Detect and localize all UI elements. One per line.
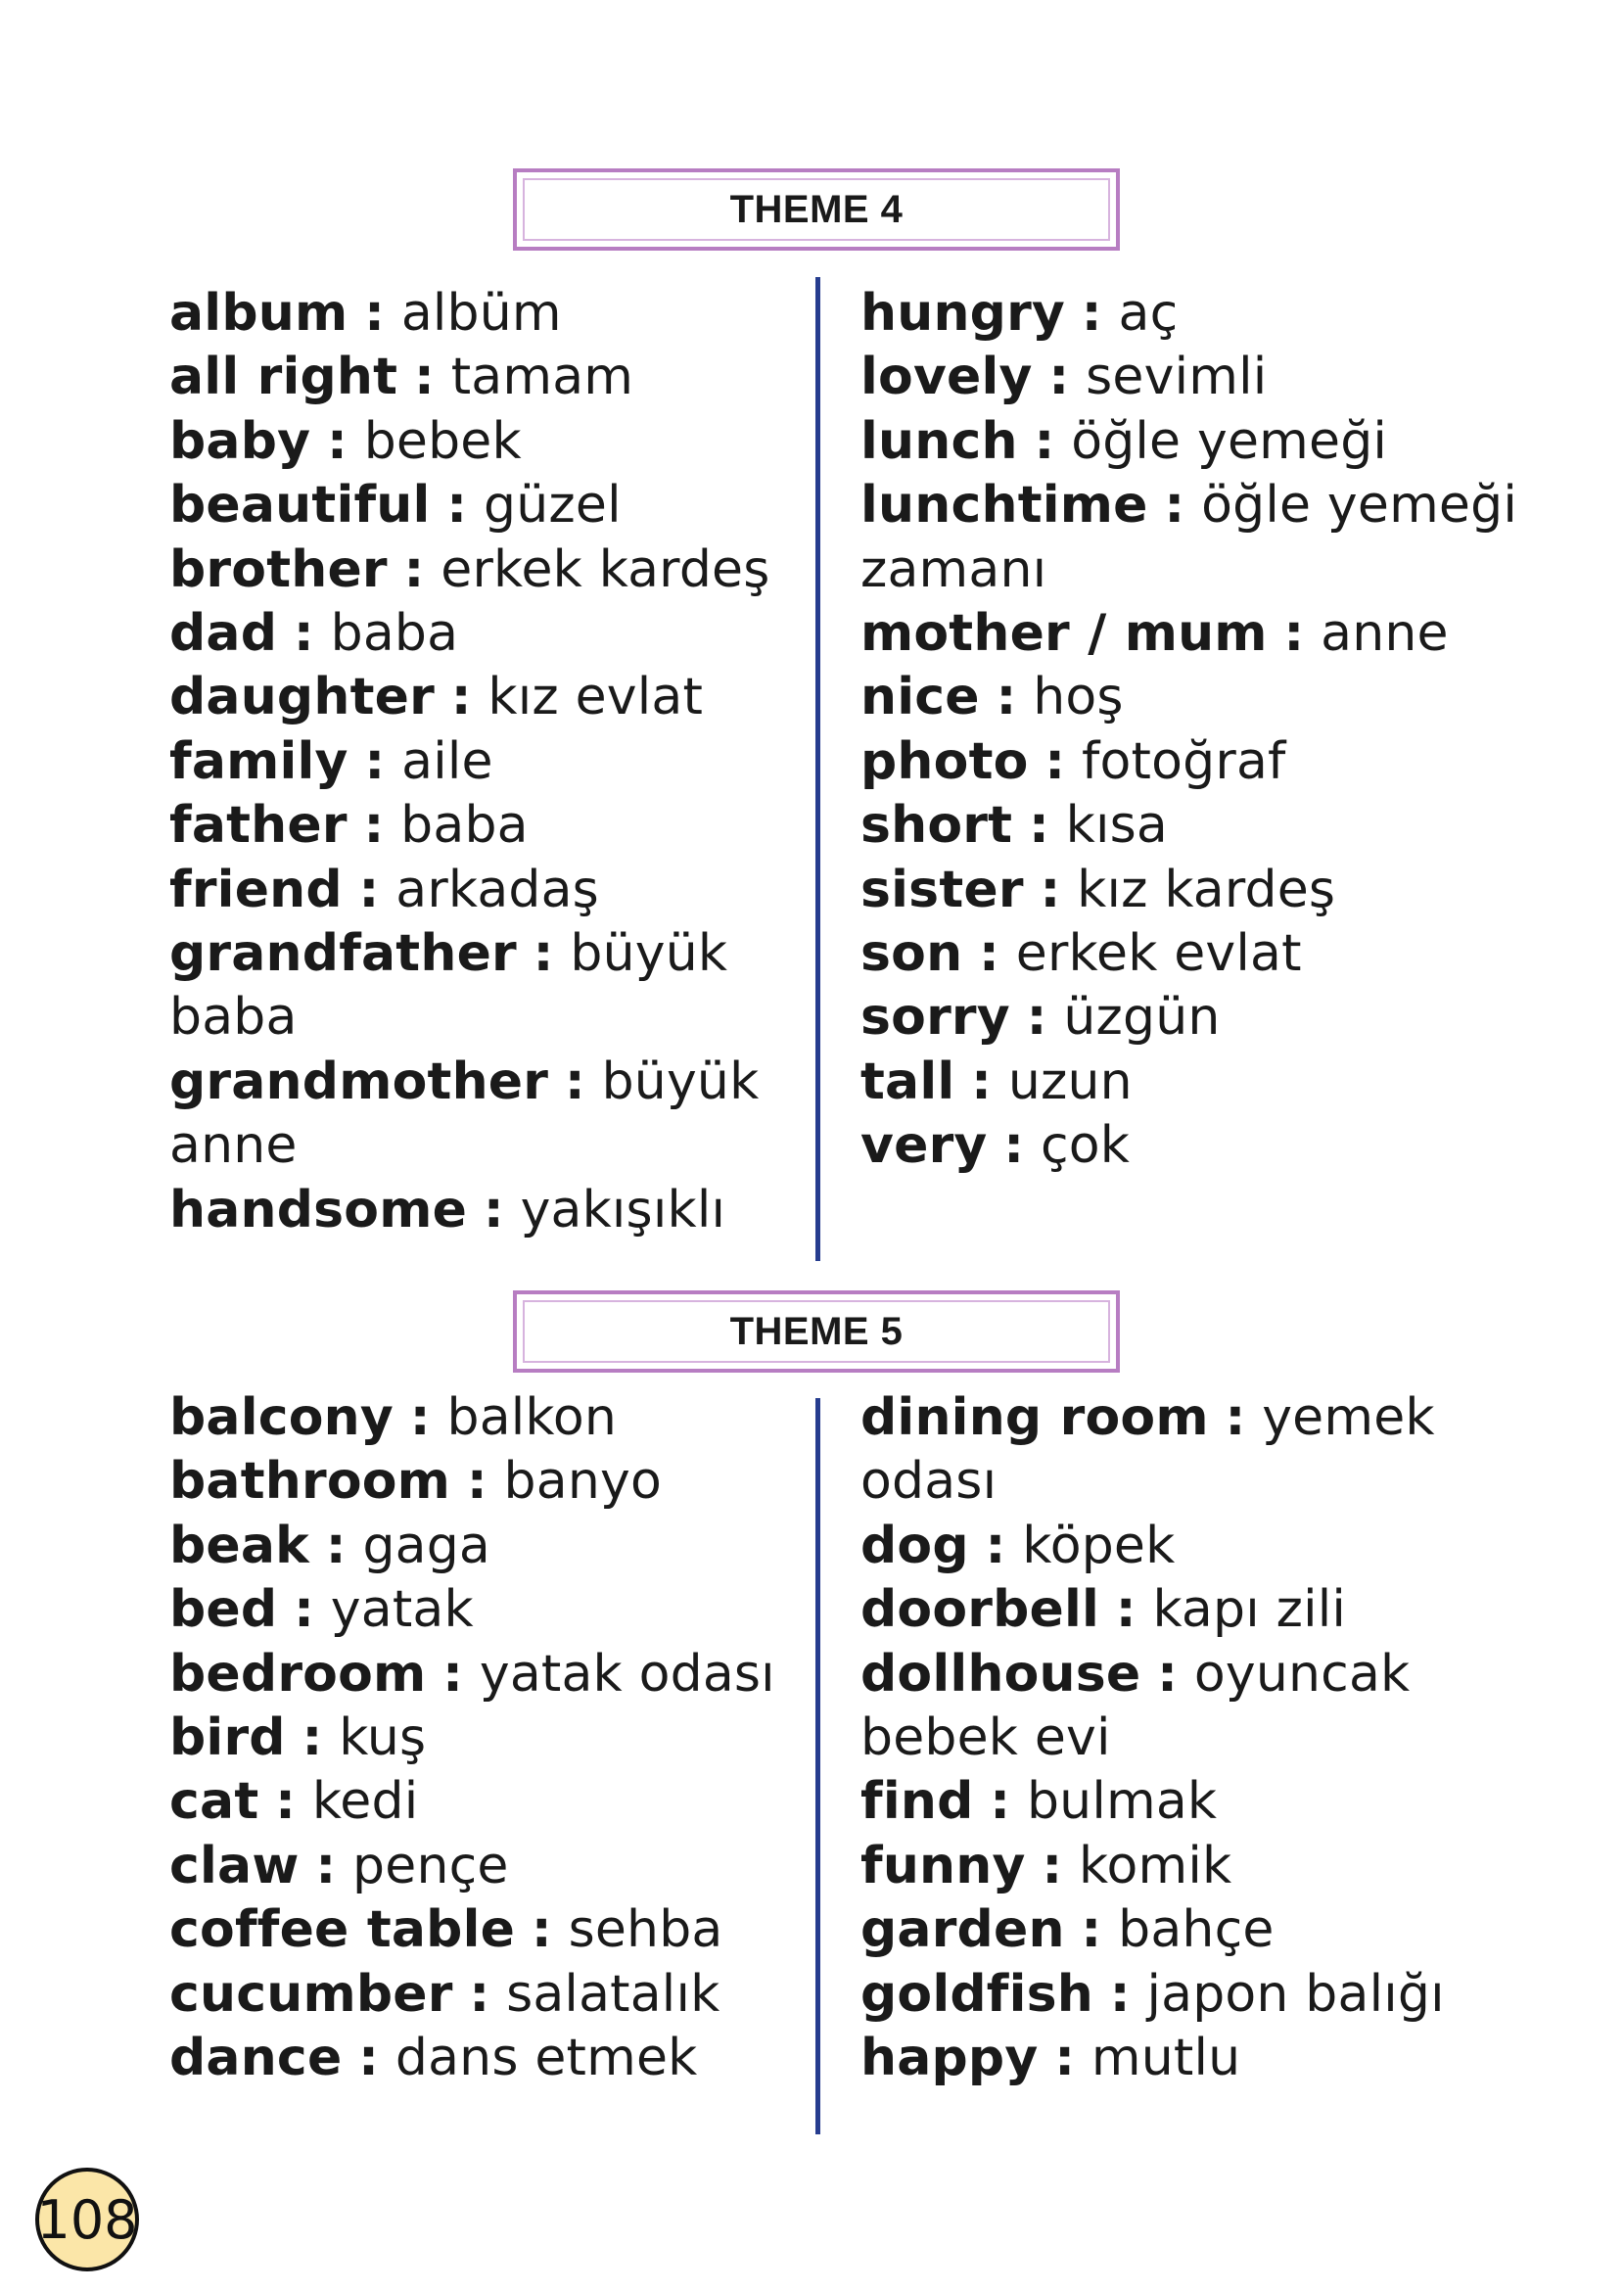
vocab-entry: mother / mum : anne <box>860 604 1449 664</box>
vocab-entry: handsome : yakışıklı <box>169 1180 726 1239</box>
vocab-entry: very : çok <box>860 1116 1131 1176</box>
vocab-entry: grandmother : büyük anne <box>169 1052 760 1176</box>
vocab-entry: hungry : aç <box>860 284 1179 343</box>
theme-title: THEME 4 <box>729 187 904 231</box>
vocab-entry: bedroom : yatak odası <box>169 1644 775 1704</box>
vocab-entry: happy : mutlu <box>860 2029 1241 2088</box>
vocab-entry: friend : arkadaş <box>169 860 599 919</box>
column-divider <box>815 277 820 1261</box>
vocab-entry: funny : komik <box>860 1836 1232 1895</box>
vocab-entry: nice : hoş <box>860 668 1124 727</box>
vocab-entry: beautiful : güzel <box>169 476 622 536</box>
vocab-entry: all right : tamam <box>169 348 634 407</box>
vocab-entry: lunchtime : öğle yemeği zamanı <box>860 476 1517 599</box>
vocab-entry: dining room : yemek odası <box>860 1388 1435 1512</box>
vocab-entry: lunch : öğle yemeği <box>860 411 1388 471</box>
theme-4-header <box>513 168 1120 251</box>
vocab-entry: family : aile <box>169 731 493 791</box>
vocab-entry: tall : uzun <box>860 1052 1133 1111</box>
theme-title: THEME 5 <box>729 1309 904 1353</box>
column-divider <box>815 1398 820 2134</box>
vocab-entry: claw : pençe <box>169 1836 509 1895</box>
theme-4-right-column <box>860 282 1536 1179</box>
vocab-entry: lovely : sevimli <box>860 348 1268 407</box>
vocab-entry: beak : gaga <box>169 1516 490 1575</box>
vocab-entry: daughter : kız evlat <box>169 668 704 727</box>
vocab-entry: dog : köpek <box>860 1516 1176 1575</box>
vocab-entry: goldfish : japon balığı <box>860 1964 1445 2024</box>
vocab-entry: coffee table : sehba <box>169 1900 723 1960</box>
vocab-entry: bird : kuş <box>169 1708 427 1768</box>
vocab-entry: sister : kız kardeş <box>860 860 1336 919</box>
vocab-entry: photo : fotoğraf <box>860 731 1286 791</box>
vocab-entry: bed : yatak <box>169 1580 474 1640</box>
vocab-entry: find : bulmak <box>860 1772 1218 1832</box>
theme-5-right-column <box>860 1386 1448 2090</box>
vocab-entry: father : baba <box>169 796 529 856</box>
vocab-entry: short : kısa <box>860 796 1168 856</box>
vocab-entry: cat : kedi <box>169 1772 419 1832</box>
vocab-entry: doorbell : kapı zili <box>860 1580 1347 1640</box>
page-number: 108 <box>35 2168 139 2271</box>
vocab-entry: cucumber : salatalık <box>169 1964 720 2024</box>
vocab-entry: son : erkek evlat <box>860 924 1302 984</box>
theme-4-left-column <box>169 282 796 1242</box>
vocab-entry: sorry : üzgün <box>860 988 1221 1048</box>
vocab-entry: brother : erkek kardeş <box>169 539 770 599</box>
vocab-entry: album : albüm <box>169 284 562 343</box>
vocab-entry: dance : dans etmek <box>169 2029 698 2088</box>
vocab-entry: dad : baba <box>169 604 459 664</box>
theme-5-left-column <box>169 1386 796 2090</box>
vocab-entry: dollhouse : oyuncak bebek evi <box>860 1644 1411 1768</box>
vocab-entry: balcony : balkon <box>169 1388 618 1447</box>
vocab-entry: garden : bahçe <box>860 1900 1275 1960</box>
vocab-entry: grandfather : büyük baba <box>169 924 728 1048</box>
theme-5-header <box>513 1290 1120 1373</box>
vocab-entry: baby : bebek <box>169 411 522 471</box>
vocab-entry: bathroom : banyo <box>169 1452 662 1512</box>
